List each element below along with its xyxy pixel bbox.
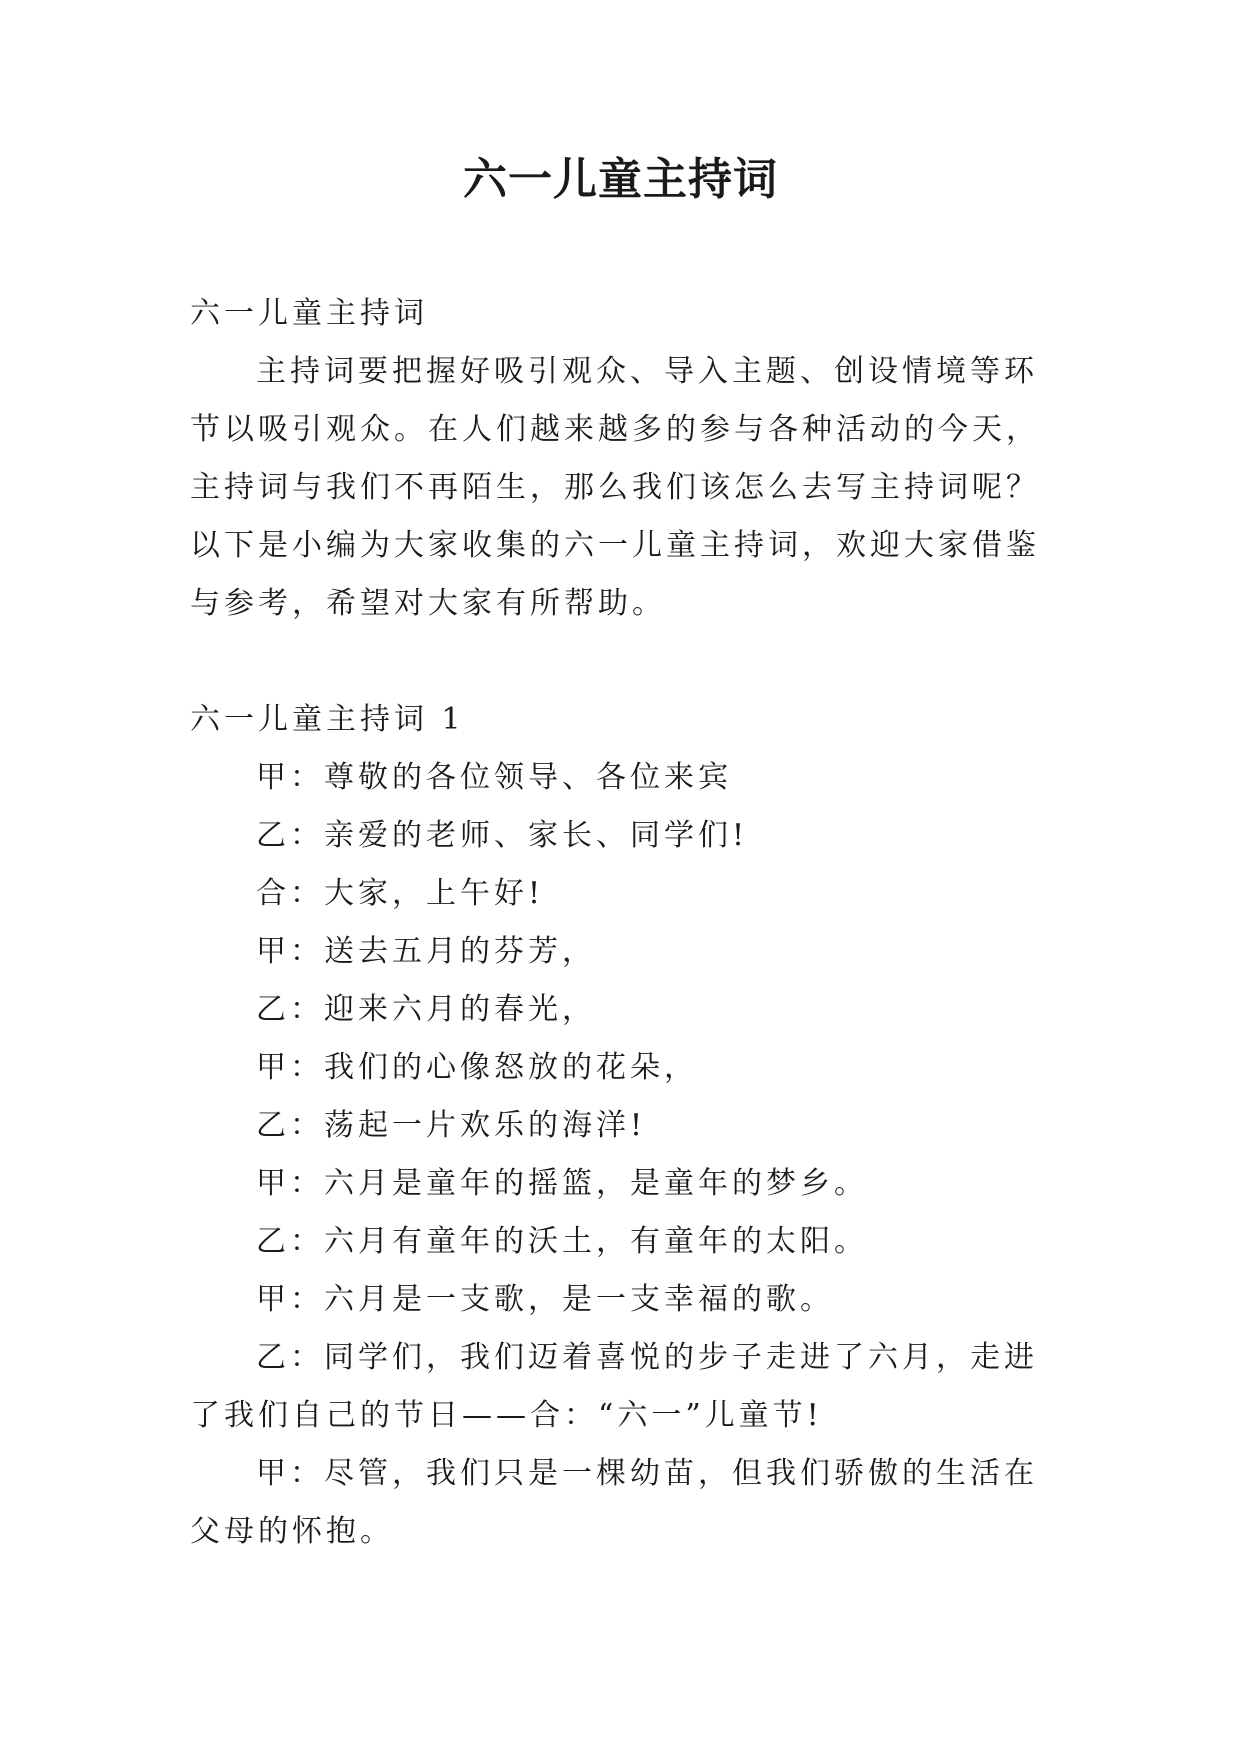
subtitle: 六一儿童主持词 bbox=[190, 296, 428, 331]
script-line: 甲：送去五月的芬芳， bbox=[256, 934, 596, 969]
script-line: 乙：六月有童年的沃土，有童年的太阳。 bbox=[256, 1224, 868, 1259]
script-line: 甲：我们的心像怒放的花朵， bbox=[256, 1050, 698, 1085]
script-line: 合：大家，上午好! bbox=[256, 876, 545, 911]
script-line: 乙：荡起一片欢乐的海洋! bbox=[256, 1108, 647, 1143]
script-line: 甲：六月是童年的摇篮，是童年的梦乡。 bbox=[256, 1166, 868, 1201]
script-line: 甲：尊敬的各位领导、各位来宾 bbox=[256, 760, 732, 795]
script-line: 乙：亲爱的老师、家长、同学们! bbox=[256, 818, 749, 853]
document-body bbox=[190, 285, 1068, 1561]
script-line: 乙：迎来六月的春光， bbox=[256, 992, 596, 1027]
section-heading: 六一儿童主持词 1 bbox=[190, 702, 465, 737]
script-line: 甲：六月是一支歌，是一支幸福的歌。 bbox=[256, 1282, 834, 1317]
paragraph-gap bbox=[190, 633, 1068, 691]
script-line: 甲：尽管，我们只是一棵幼苗，但我们骄傲的生活在父母的怀抱。 bbox=[190, 1456, 1038, 1549]
intro-paragraph: 主持词要把握好吸引观众、导入主题、创设情境等环节以吸引观众。在人们越来越多的参与各种活动的今天，主持词与我们不再陌生，那么我们该怎么去写主持词呢？以下是小编为大家收集的六一儿童主持词，欢迎大家借鉴与参考，希望对大家有所帮助。 bbox=[190, 354, 1040, 621]
script-line: 乙：同学们，我们迈着喜悦的步子走进了六月，走进了我们自己的节日——合：“六一”儿童节! bbox=[190, 1340, 1038, 1433]
page-title: 六一儿童主持词 bbox=[463, 154, 778, 205]
